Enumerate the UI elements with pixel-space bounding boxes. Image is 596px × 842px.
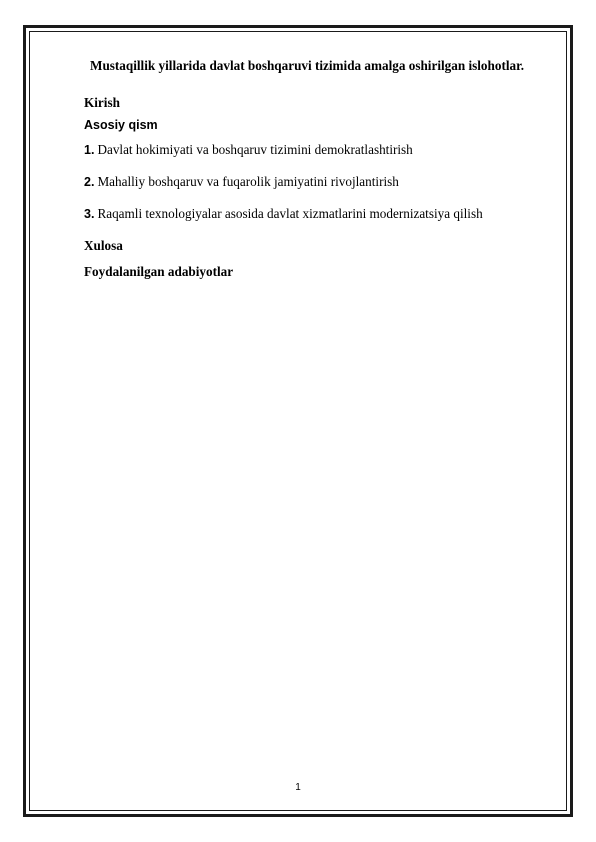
toc-item-2-text: Mahalliy boshqaruv va fuqarolik jamiyatini rivojlantirish xyxy=(97,174,399,189)
page-number: 1 xyxy=(295,782,301,793)
toc-item-1 xyxy=(84,142,413,158)
toc-references: Foydalanilgan adabiyotlar xyxy=(84,264,234,279)
toc-item-3-text: Raqamli texnologiyalar asosida davlat xizmatlarini modernizatsiya qilish xyxy=(97,206,483,221)
toc-item-1-text: Davlat hokimiyati va boshqaruv tizimini demokratlashtirish xyxy=(97,142,413,157)
toc-item-2 xyxy=(84,174,399,190)
toc-introduction: Kirish xyxy=(84,95,120,110)
toc-item-2-number: 2. xyxy=(84,175,95,189)
toc-item-3-number: 3. xyxy=(84,207,95,221)
toc-main-part: Asosiy qism xyxy=(84,118,158,132)
toc-item-3 xyxy=(84,206,483,222)
toc-conclusion: Xulosa xyxy=(84,238,123,253)
toc-item-1-number: 1. xyxy=(84,143,95,157)
document-title: Mustaqillik yillarida davlat boshqaruvi tizimida amalga oshirilgan islohotlar. xyxy=(90,58,525,73)
